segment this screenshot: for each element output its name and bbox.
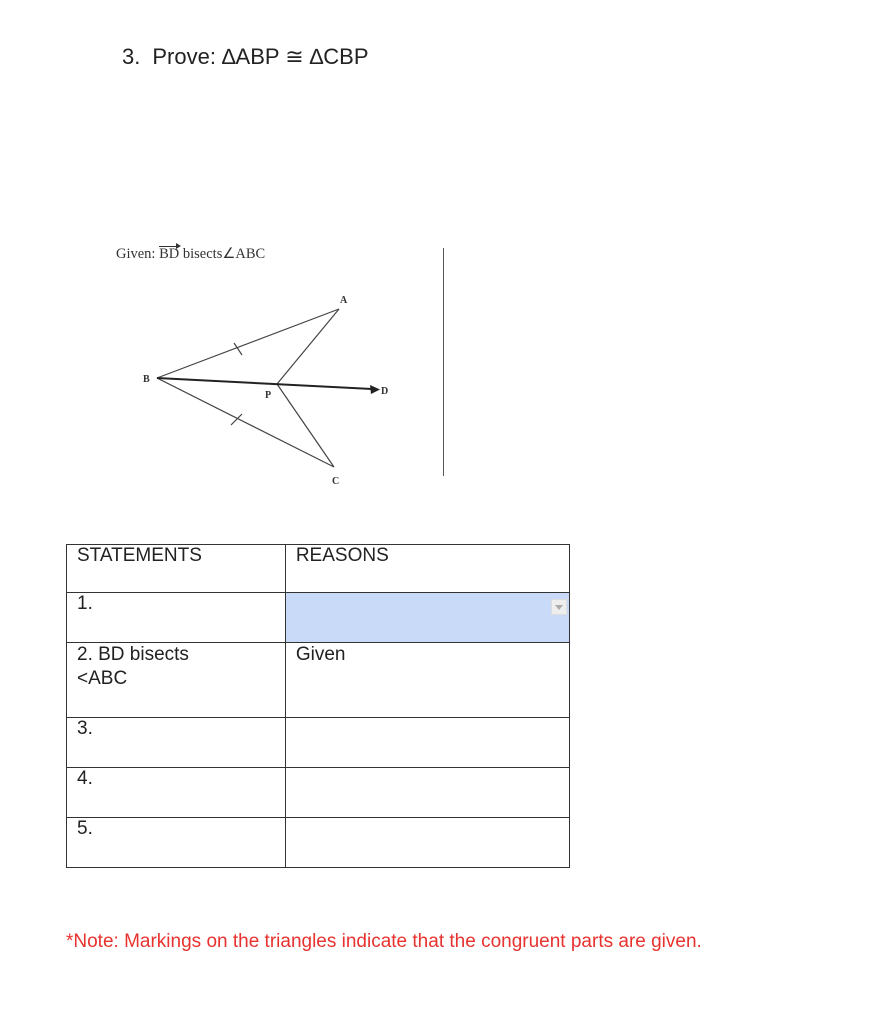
- ray-bd-arrowhead: [370, 385, 380, 394]
- table-row: [67, 768, 570, 818]
- given-suffix: bisects: [179, 246, 223, 262]
- point-b-label: B: [143, 374, 150, 385]
- statement-cell[interactable]: [67, 643, 286, 718]
- reason-cell[interactable]: [285, 768, 569, 818]
- proof-table: [66, 544, 570, 868]
- statement-line: 2. BD bisects: [77, 644, 189, 665]
- segment-cp: [277, 384, 334, 467]
- angle-symbol: ∠: [222, 246, 236, 262]
- table-header-row: [67, 545, 570, 593]
- statement-cell[interactable]: 4.: [67, 768, 286, 818]
- given-angle: ABC: [235, 246, 266, 262]
- statement-cell[interactable]: 5.: [67, 818, 286, 868]
- table-row: [67, 643, 570, 718]
- reasons-header: REASONS: [285, 545, 569, 593]
- point-a-label: A: [340, 295, 348, 306]
- problem-number: 3.: [122, 44, 141, 69]
- reason-cell[interactable]: Given: [285, 643, 569, 718]
- table-row: [67, 818, 570, 868]
- statement-cell[interactable]: 3.: [67, 718, 286, 768]
- reason-cell[interactable]: [285, 718, 569, 768]
- point-d-label: D: [381, 386, 389, 397]
- ray-bd: [157, 378, 372, 389]
- vertical-divider: [443, 248, 444, 476]
- segment-bc: [157, 378, 334, 467]
- table-row: [67, 593, 570, 643]
- statement-cell[interactable]: 1.: [67, 593, 286, 643]
- segment-ba: [157, 309, 339, 378]
- reason-dropdown-cell[interactable]: [285, 593, 569, 643]
- reason-cell[interactable]: [285, 818, 569, 868]
- prove-statement: Prove: ∆ABP ≅ ∆CBP: [152, 44, 369, 69]
- dropdown-arrow-icon[interactable]: [551, 599, 567, 615]
- given-prefix: Given:: [116, 246, 160, 262]
- ray-bd-label: BD: [159, 246, 180, 262]
- note-text: *Note: Markings on the triangles indicate that the congruent parts are given.: [66, 931, 702, 952]
- point-p-label: P: [265, 390, 272, 401]
- statement-line: <ABC: [77, 668, 128, 689]
- statements-header: STATEMENTS: [67, 545, 286, 593]
- point-c-label: C: [332, 476, 340, 487]
- table-row: [67, 718, 570, 768]
- tick-mark-ba: [234, 343, 242, 355]
